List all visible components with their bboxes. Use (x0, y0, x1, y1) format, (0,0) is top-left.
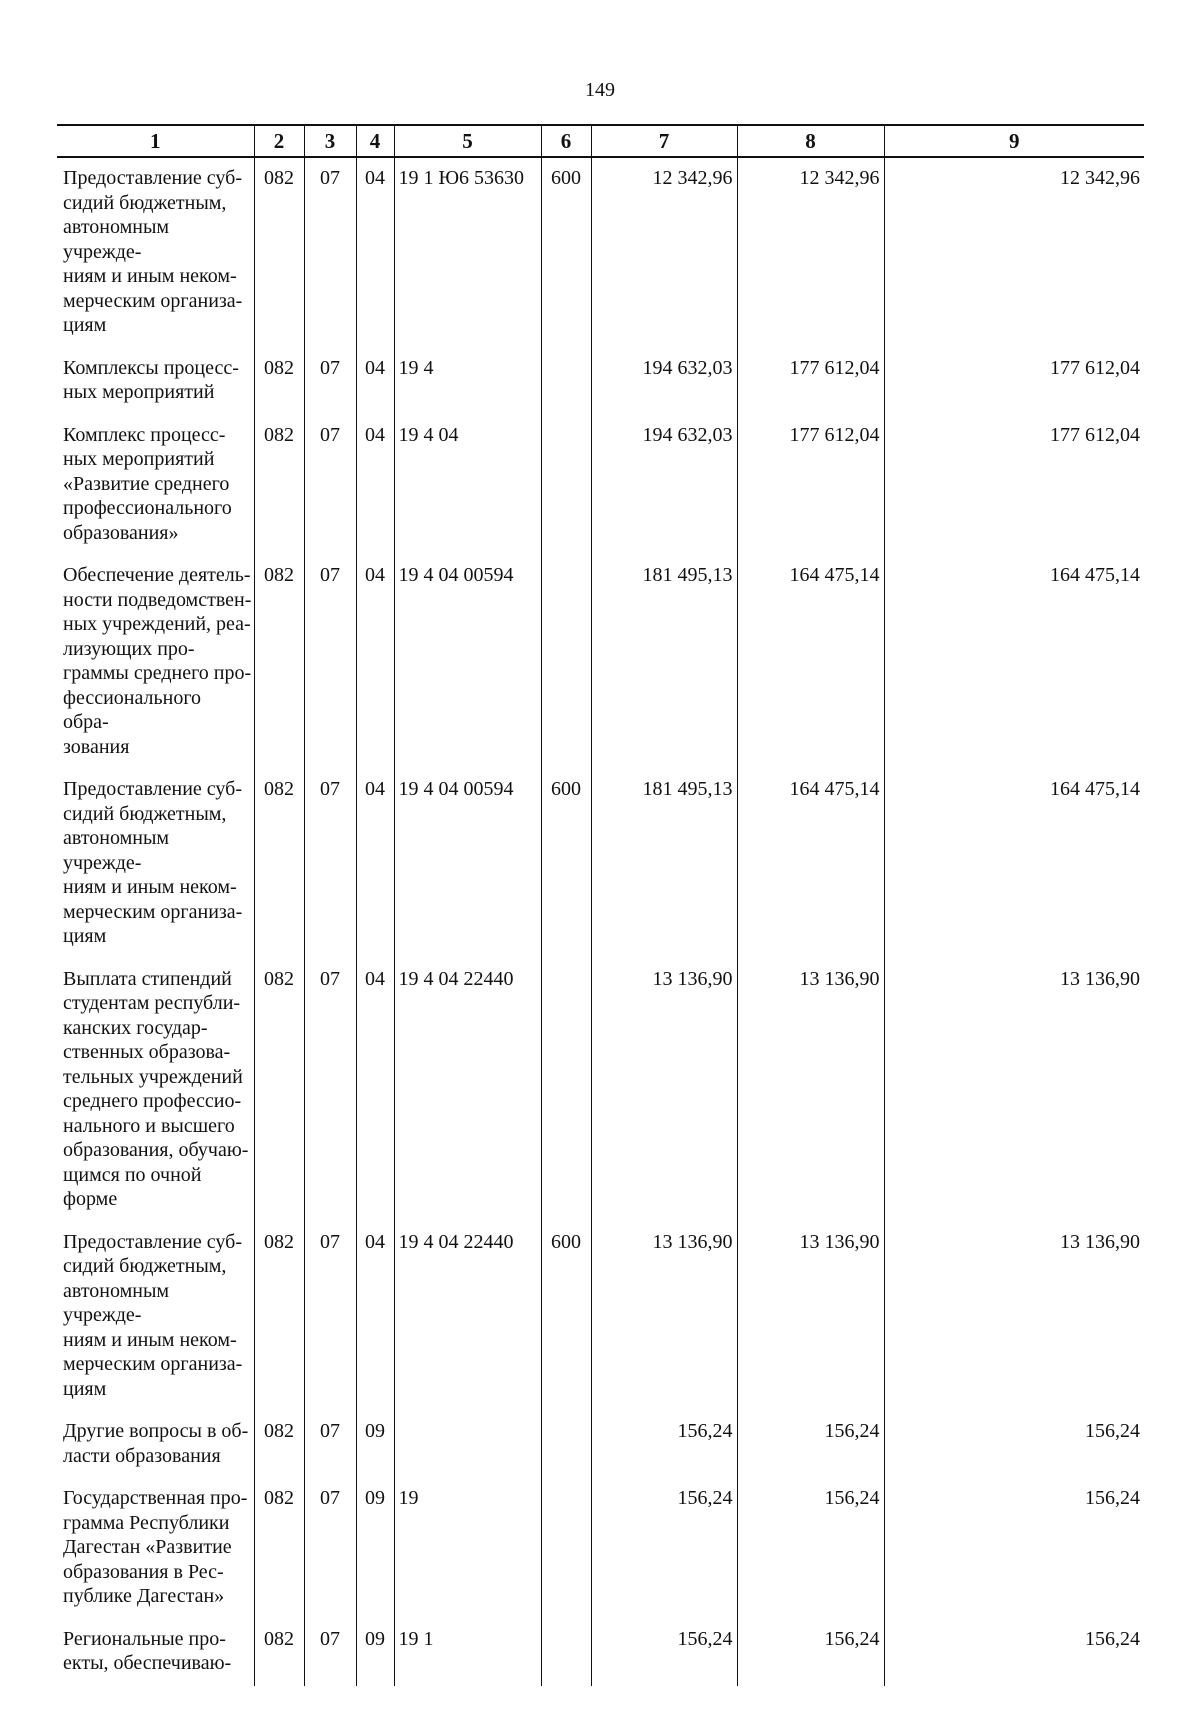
expense-type-code (541, 1411, 591, 1478)
section-code: 07 (304, 1222, 356, 1412)
amount-col-8: 13 136,90 (737, 959, 884, 1222)
amount-col-7: 194 632,03 (591, 348, 737, 415)
amount-col-9: 177 612,04 (884, 415, 1144, 556)
table-body (57, 157, 1144, 1686)
subsection-code: 04 (356, 415, 394, 556)
grbs-code: 082 (254, 959, 304, 1222)
section-code: 07 (304, 1478, 356, 1619)
amount-col-8: 156,24 (737, 1411, 884, 1478)
table-row (57, 1478, 1144, 1619)
table-row (57, 348, 1144, 415)
grbs-code: 082 (254, 1222, 304, 1412)
table-row (57, 1222, 1144, 1412)
amount-col-7: 156,24 (591, 1411, 737, 1478)
amount-col-7: 194 632,03 (591, 415, 737, 556)
table-row (57, 415, 1144, 556)
table-row (57, 959, 1144, 1222)
section-code: 07 (304, 1619, 356, 1686)
amount-col-7: 13 136,90 (591, 1222, 737, 1412)
amount-col-9: 156,24 (884, 1411, 1144, 1478)
subsection-code: 04 (356, 1222, 394, 1412)
target-article-code: 19 4 04 00594 (394, 555, 541, 769)
table-header (57, 125, 1144, 157)
row-name: Другие вопросы в об- ласти образования (63, 1420, 249, 1467)
column-header-4: 4 (356, 125, 394, 157)
grbs-code: 082 (254, 555, 304, 769)
subsection-code: 04 (356, 555, 394, 769)
section-code: 07 (304, 415, 356, 556)
amount-col-9: 13 136,90 (884, 1222, 1144, 1412)
target-article-code: 19 4 04 22440 (394, 959, 541, 1222)
expense-type-code: 600 (541, 157, 591, 348)
target-article-code: 19 1 (394, 1619, 541, 1686)
row-name: Комплекс процесс- ных мероприятий «Развитие среднего профессионального образования» (63, 423, 232, 544)
section-code: 07 (304, 348, 356, 415)
section-code: 07 (304, 959, 356, 1222)
amount-col-7: 181 495,13 (591, 555, 737, 769)
grbs-code: 082 (254, 415, 304, 556)
target-article-code: 19 4 04 22440 (394, 1222, 541, 1412)
amount-col-7: 13 136,90 (591, 959, 737, 1222)
amount-col-8: 156,24 (737, 1619, 884, 1686)
expense-type-code (541, 959, 591, 1222)
row-name: Предоставление суб- сидий бюджетным, автономным учрежде- ниям и иным неком- мерческим организа- циям (63, 778, 243, 947)
row-name: Государственная про- грамма Республики Дагестан «Развитие образования в Рес- публике Дагестан» (63, 1487, 248, 1607)
amount-col-9: 164 475,14 (884, 555, 1144, 769)
target-article-code: 19 4 04 (394, 415, 541, 556)
section-code: 07 (304, 769, 356, 959)
column-header-9: 9 (884, 125, 1144, 157)
row-name: Предоставление суб- сидий бюджетным, автономным учрежде- ниям и иным неком- мерческим организа- циям (63, 167, 243, 336)
expense-type-code (541, 555, 591, 769)
column-header-7: 7 (591, 125, 737, 157)
target-article-code: 19 1 Ю6 53630 (394, 157, 541, 348)
amount-col-7: 156,24 (591, 1619, 737, 1686)
table-row (57, 555, 1144, 769)
amount-col-8: 12 342,96 (737, 157, 884, 348)
amount-col-9: 12 342,96 (884, 157, 1144, 348)
amount-col-8: 156,24 (737, 1478, 884, 1619)
grbs-code: 082 (254, 1619, 304, 1686)
target-article-code (394, 1411, 541, 1478)
table-row (57, 157, 1144, 348)
subsection-code: 04 (356, 157, 394, 348)
section-code: 07 (304, 157, 356, 348)
row-name: Предоставление суб- сидий бюджетным, автономным учрежде- ниям и иным неком- мерческим организа- циям (63, 1230, 243, 1400)
amount-col-8: 177 612,04 (737, 348, 884, 415)
grbs-code: 082 (254, 348, 304, 415)
amount-col-8: 13 136,90 (737, 1222, 884, 1412)
column-header-6: 6 (541, 125, 591, 157)
row-name: Выплата стипендий студентам республи- канских государ- ственных образова- тельных учреждений среднего профессио- нального и высшего образования, обучаю- щимся по очной форме (63, 967, 249, 1210)
expense-type-code (541, 1478, 591, 1619)
amount-col-9: 156,24 (884, 1619, 1144, 1686)
subsection-code: 04 (356, 959, 394, 1222)
row-name: Обеспечение деятель- ности подведомствен- ных учреждений, реа- лизующих про- граммы среднего про- фессионального обра- зования (63, 564, 252, 758)
expense-type-code (541, 1619, 591, 1686)
expense-type-code: 600 (541, 1222, 591, 1412)
subsection-code: 09 (356, 1478, 394, 1619)
budget-table (57, 124, 1144, 1686)
amount-col-9: 164 475,14 (884, 769, 1144, 959)
grbs-code: 082 (254, 1478, 304, 1619)
amount-col-8: 177 612,04 (737, 415, 884, 556)
column-header-2: 2 (254, 125, 304, 157)
row-name: Региональные про- екты, обеспечиваю- (63, 1627, 232, 1674)
amount-col-9: 177 612,04 (884, 348, 1144, 415)
column-header-3: 3 (304, 125, 356, 157)
row-name: Комплексы процесс- ных мероприятий (63, 356, 239, 403)
amount-col-8: 164 475,14 (737, 769, 884, 959)
grbs-code: 082 (254, 769, 304, 959)
target-article-code: 19 4 (394, 348, 541, 415)
amount-col-8: 164 475,14 (737, 555, 884, 769)
table-row (57, 1619, 1144, 1686)
amount-col-7: 156,24 (591, 1478, 737, 1619)
subsection-code: 04 (356, 348, 394, 415)
subsection-code: 04 (356, 769, 394, 959)
column-header-8: 8 (737, 125, 884, 157)
grbs-code: 082 (254, 1411, 304, 1478)
table-row (57, 1411, 1144, 1478)
subsection-code: 09 (356, 1619, 394, 1686)
expense-type-code (541, 348, 591, 415)
amount-col-9: 13 136,90 (884, 959, 1144, 1222)
subsection-code: 09 (356, 1411, 394, 1478)
amount-col-7: 181 495,13 (591, 769, 737, 959)
target-article-code: 19 (394, 1478, 541, 1619)
column-header-1: 1 (57, 125, 254, 157)
section-code: 07 (304, 555, 356, 769)
page-number: 149 (585, 79, 615, 101)
grbs-code: 082 (254, 157, 304, 348)
amount-col-7: 12 342,96 (591, 157, 737, 348)
table-row (57, 769, 1144, 959)
target-article-code: 19 4 04 00594 (394, 769, 541, 959)
expense-type-code: 600 (541, 769, 591, 959)
section-code: 07 (304, 1411, 356, 1478)
expense-type-code (541, 415, 591, 556)
amount-col-9: 156,24 (884, 1478, 1144, 1619)
column-header-5: 5 (394, 125, 541, 157)
